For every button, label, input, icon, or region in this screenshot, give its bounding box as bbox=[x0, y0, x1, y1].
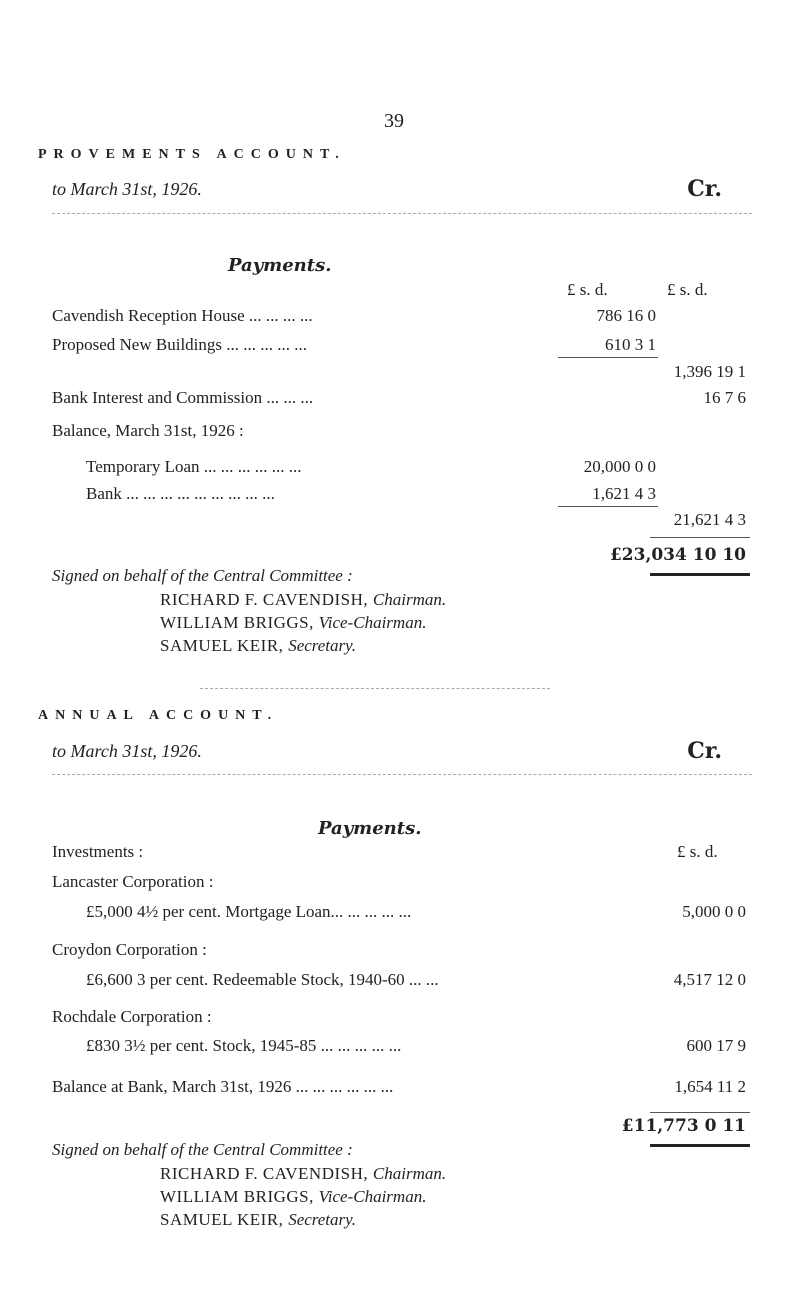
top-row-amount: 16 7 6 bbox=[703, 388, 746, 407]
bottom-account-period: to March 31st, 1926. bbox=[52, 741, 202, 761]
top-row-label: Temporary Loan ... ... ... ... ... ... bbox=[86, 457, 302, 476]
top-row-amount: 20,000 0 0 bbox=[583, 457, 656, 476]
top-signed-line: Signed on behalf of the Central Committee : bbox=[52, 566, 353, 585]
bottom-row-label: Lancaster Corporation : bbox=[52, 872, 214, 891]
section-divider bbox=[200, 688, 550, 689]
top-row-label: Cavendish Reception House ... ... ... ... bbox=[52, 306, 313, 325]
bottom-row-label: Rochdale Corporation : bbox=[52, 1007, 212, 1026]
bottom-payments-title: Payments. bbox=[318, 818, 422, 839]
top-signatory-3 bbox=[160, 636, 356, 656]
top-total-rule bbox=[650, 537, 750, 538]
bottom-row-label: £5,000 4½ per cent. Mortgage Loan... ... ... ... ... bbox=[86, 902, 412, 921]
signatory-role: Chairman. bbox=[372, 1164, 447, 1183]
bottom-row-amount: 4,517 12 0 bbox=[673, 970, 746, 989]
signatory-role: Chairman. bbox=[372, 590, 447, 609]
top-signatory-1 bbox=[160, 590, 446, 610]
page-number: 39 bbox=[384, 110, 404, 132]
top-row-label: Proposed New Buildings ... ... ... ... ... bbox=[52, 335, 307, 354]
top-row-label: Balance, March 31st, 1926 : bbox=[52, 421, 244, 440]
bottom-divider bbox=[52, 774, 752, 775]
top-subtotal-amount: 21,621 4 3 bbox=[673, 510, 746, 529]
signatory-name: SAMUEL KEIR, bbox=[160, 1210, 284, 1229]
bottom-col-head: £ s. d. bbox=[677, 842, 718, 861]
bottom-signatory-2 bbox=[160, 1187, 426, 1207]
top-subtotal-rule bbox=[558, 357, 658, 358]
bottom-row-amount: 1,654 11 2 bbox=[674, 1077, 746, 1096]
bottom-row-label: Investments : bbox=[52, 842, 144, 861]
top-col2-head: £ s. d. bbox=[667, 280, 708, 299]
signatory-name: WILLIAM BRIGGS, bbox=[160, 613, 314, 632]
bottom-total-double-rule bbox=[650, 1144, 750, 1147]
bottom-total-rule bbox=[650, 1112, 750, 1113]
bottom-row-amount: 5,000 0 0 bbox=[682, 902, 746, 921]
top-total: £23,034 10 10 bbox=[609, 545, 746, 565]
signatory-name: SAMUEL KEIR, bbox=[160, 636, 284, 655]
bottom-row-label: Croydon Corporation : bbox=[52, 940, 207, 959]
bottom-credit-side: Cr. bbox=[687, 738, 722, 764]
bottom-signatory-3 bbox=[160, 1210, 356, 1230]
bottom-signed-line: Signed on behalf of the Central Committee : bbox=[52, 1140, 353, 1159]
bottom-row-label: £6,600 3 per cent. Redeemable Stock, 1940-60 ... ... bbox=[86, 970, 439, 989]
top-account-heading: PROVEMENTS ACCOUNT. bbox=[38, 147, 346, 162]
signatory-role: Secretary. bbox=[288, 1210, 357, 1229]
top-total-double-rule bbox=[650, 573, 750, 576]
top-col1-head: £ s. d. bbox=[567, 280, 608, 299]
signatory-name: WILLIAM BRIGGS, bbox=[160, 1187, 314, 1206]
top-credit-side: Cr. bbox=[687, 176, 722, 202]
top-subtotal-amount: 1,396 19 1 bbox=[673, 362, 746, 381]
top-row-amount: 786 16 0 bbox=[596, 306, 656, 325]
bottom-row-label: £830 3½ per cent. Stock, 1945-85 ... ... ... ... ... bbox=[86, 1036, 402, 1055]
signatory-name: RICHARD F. CAVENDISH, bbox=[160, 1164, 369, 1183]
bottom-row-amount: 600 17 9 bbox=[686, 1036, 746, 1055]
signatory-name: RICHARD F. CAVENDISH, bbox=[160, 590, 369, 609]
signatory-role: Vice-Chairman. bbox=[318, 1187, 427, 1206]
top-row-label: Bank ... ... ... ... ... ... ... ... ... bbox=[86, 484, 275, 503]
signatory-role: Secretary. bbox=[288, 636, 357, 655]
bottom-row-label: Balance at Bank, March 31st, 1926 ... ... ... ... ... ... bbox=[52, 1077, 394, 1096]
top-signatory-2 bbox=[160, 613, 426, 633]
top-row-label: Bank Interest and Commission ... ... ... bbox=[52, 388, 314, 407]
signatory-role: Vice-Chairman. bbox=[318, 613, 427, 632]
top-account-period: to March 31st, 1926. bbox=[52, 179, 202, 199]
top-subtotal-rule bbox=[558, 506, 658, 507]
bottom-signatory-1 bbox=[160, 1164, 446, 1184]
bottom-account-heading: ANNUAL ACCOUNT. bbox=[38, 708, 279, 723]
top-payments-title: Payments. bbox=[228, 255, 332, 276]
top-row-amount: 610 3 1 bbox=[605, 335, 656, 354]
bottom-total: £11,773 0 11 bbox=[621, 1116, 746, 1136]
top-divider bbox=[52, 213, 752, 214]
top-row-amount: 1,621 4 3 bbox=[592, 484, 656, 503]
